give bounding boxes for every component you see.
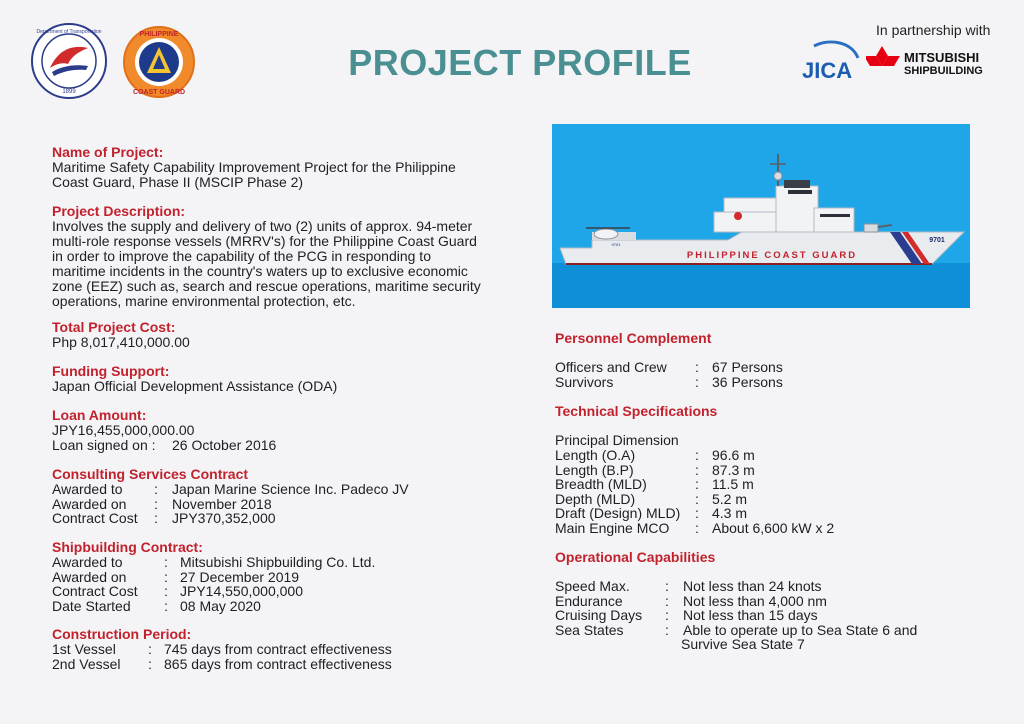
- technical-sep: :: [695, 461, 699, 478]
- technical-row: [555, 506, 834, 521]
- consulting-sep: :: [154, 495, 158, 512]
- mitsubishi-line2: SHIPBUILDING: [904, 65, 983, 77]
- project-description-section: [52, 204, 481, 309]
- technical-row: [555, 477, 834, 492]
- shipbuilding-sep: :: [164, 568, 168, 585]
- technical-value: 87.3 m: [712, 461, 755, 478]
- principal-dimension-label: Principal Dimension: [555, 432, 679, 448]
- technical-section: [555, 404, 834, 536]
- construction-row: [52, 657, 392, 672]
- personnel-value: 36 Persons: [712, 373, 783, 390]
- operational-value: Not less than 4,000 nm: [683, 592, 827, 609]
- construction-label: 2nd Vessel: [52, 655, 121, 672]
- consulting-sep: :: [154, 481, 158, 497]
- loan-signed-label: Loan signed on :: [52, 437, 156, 453]
- technical-label: Length (O.A): [555, 447, 636, 463]
- operational-sep: :: [665, 578, 669, 594]
- consulting-label: Awarded to: [52, 481, 123, 497]
- technical-sep: :: [695, 490, 699, 507]
- technical-row: [555, 448, 834, 463]
- operational-continuation: Survive Sea State 7: [681, 636, 805, 653]
- consulting-row: [52, 511, 409, 526]
- project-description-line: maritime incidents in the country's waters up to exclusive economic: [52, 263, 468, 279]
- operational-label: Speed Max.: [555, 578, 630, 594]
- total-project-cost-value: Php 8,017,410,000.00: [52, 334, 190, 350]
- technical-value: 11.5 m: [712, 476, 754, 493]
- pcg-top-text: PHILIPPINE: [139, 31, 179, 38]
- construction-value: 745 days from contract effectiveness: [164, 641, 392, 657]
- consulting-heading: Consulting Services Contract: [52, 466, 249, 482]
- page-title: PROJECT PROFILE: [348, 42, 692, 83]
- personnel-sep: :: [695, 373, 699, 390]
- construction-heading: Construction Period:: [52, 626, 192, 642]
- shipbuilding-section: [52, 540, 375, 613]
- personnel-heading: Personnel Complement: [555, 330, 712, 346]
- dotr-logo: [30, 22, 108, 100]
- jica-logo: [800, 40, 860, 82]
- shipbuilding-label: Awarded to: [52, 554, 123, 570]
- technical-sep: :: [695, 447, 699, 463]
- operational-value: Not less than 15 days: [683, 607, 818, 624]
- shipbuilding-sep: :: [164, 554, 168, 570]
- project-description-line: multi-role response vessels (MRRV's) for the Philippine Coast Guard: [52, 233, 477, 249]
- consulting-row: [52, 482, 409, 497]
- technical-row: [555, 521, 834, 536]
- personnel-sep: :: [695, 359, 699, 375]
- shipbuilding-row: [52, 584, 375, 599]
- technical-value: 96.6 m: [712, 447, 755, 463]
- loan-signed-value: 26 October 2016: [172, 437, 277, 453]
- personnel-section: [555, 331, 783, 389]
- name-of-project-heading: Name of Project:: [52, 144, 164, 160]
- operational-value: Able to operate up to Sea State 6 and: [683, 621, 918, 638]
- ship-illustration: [552, 124, 970, 308]
- consulting-label: Contract Cost: [52, 510, 138, 527]
- technical-sep: :: [695, 519, 699, 536]
- operational-sep: :: [665, 621, 669, 638]
- project-description-line: operations, marine environmental protection, etc.: [52, 293, 356, 309]
- operational-row: [555, 579, 917, 594]
- consulting-value: November 2018: [172, 495, 272, 512]
- shipbuilding-heading: Shipbuilding Contract:: [52, 539, 203, 555]
- personnel-row: [555, 360, 783, 375]
- helipad-number: 9701: [611, 242, 621, 247]
- consulting-value: Japan Marine Science Inc. Padeco JV: [172, 481, 409, 497]
- loan-amount-heading: Loan Amount:: [52, 407, 147, 423]
- partnership-label: In partnership with: [876, 22, 991, 38]
- mitsubishi-logo: [866, 44, 1002, 78]
- operational-row: [555, 623, 917, 638]
- operational-row: [555, 594, 917, 609]
- technical-sep: :: [695, 476, 699, 493]
- consulting-sep: :: [154, 510, 158, 527]
- dotr-ring-text: Department of Transportation: [36, 29, 102, 35]
- operational-section: [555, 550, 917, 652]
- operational-sep: :: [665, 607, 669, 624]
- project-description-line: zone (EEZ) such as, search and rescue operations, maritime security: [52, 278, 481, 294]
- consulting-label: Awarded on: [52, 495, 127, 512]
- pcg-logo: [122, 25, 196, 99]
- technical-value: 4.3 m: [712, 505, 748, 522]
- technical-sep: :: [695, 505, 699, 522]
- construction-sep: :: [148, 655, 152, 672]
- shipbuilding-row: [52, 570, 375, 585]
- shipbuilding-label: Contract Cost: [52, 583, 138, 600]
- technical-label: Breadth (MLD): [555, 476, 647, 493]
- technical-value: 5.2 m: [712, 490, 748, 507]
- technical-label: Depth (MLD): [555, 490, 636, 507]
- shipbuilding-value: JPY14,550,000,000: [180, 583, 303, 600]
- construction-row: [52, 642, 392, 657]
- shipbuilding-sep: :: [164, 583, 168, 600]
- technical-row: [555, 463, 834, 478]
- shipbuilding-value: 08 May 2020: [180, 597, 261, 614]
- consulting-row: [52, 497, 409, 512]
- shipbuilding-label: Awarded on: [52, 568, 127, 585]
- operational-continuation-row: [555, 637, 917, 652]
- personnel-value: 67 Persons: [712, 359, 783, 375]
- loan-amount-section: [52, 408, 276, 453]
- operational-heading: Operational Capabilities: [555, 549, 716, 565]
- operational-row: [555, 608, 917, 623]
- dotr-year: 1899: [62, 89, 76, 95]
- project-description-line: in order to improve the capability of the PCG in responding to: [52, 248, 431, 264]
- technical-label: Draft (Design) MLD): [555, 505, 681, 522]
- consulting-section: [52, 467, 409, 526]
- project-description-heading: Project Description:: [52, 203, 186, 219]
- total-project-cost-heading: Total Project Cost:: [52, 319, 176, 335]
- personnel-row: [555, 375, 783, 390]
- name-of-project-section: [52, 145, 456, 190]
- construction-sep: :: [148, 641, 152, 657]
- personnel-label: Survivors: [555, 373, 614, 390]
- technical-row: [555, 492, 834, 507]
- construction-label: 1st Vessel: [52, 641, 116, 657]
- personnel-label: Officers and Crew: [555, 359, 667, 375]
- pcg-bottom-text: COAST GUARD: [132, 89, 186, 96]
- hull-text: PHILIPPINE COAST GUARD: [686, 250, 858, 261]
- technical-value: About 6,600 kW x 2: [712, 519, 835, 536]
- consulting-value: JPY370,352,000: [172, 510, 276, 527]
- name-of-project-line: Maritime Safety Capability Improvement Project for the Philippine: [52, 159, 456, 175]
- funding-support-value: Japan Official Development Assistance (ODA): [52, 378, 338, 394]
- shipbuilding-value: Mitsubishi Shipbuilding Co. Ltd.: [180, 554, 376, 570]
- operational-label: Cruising Days: [555, 607, 643, 624]
- mitsubishi-line1: MITSUBISHI: [904, 50, 980, 65]
- loan-signed-row: [52, 438, 276, 453]
- hull-number: 9701: [929, 237, 945, 244]
- technical-label: Main Engine MCO: [555, 519, 670, 536]
- technical-heading: Technical Specifications: [555, 403, 718, 419]
- project-description-line: Involves the supply and delivery of two (2) units of approx. 94-meter: [52, 218, 473, 234]
- construction-section: [52, 627, 392, 671]
- operational-label: Endurance: [555, 592, 623, 609]
- jica-text: JICA: [802, 58, 853, 82]
- shipbuilding-label: Date Started: [52, 597, 131, 614]
- loan-amount-value: JPY16,455,000,000.00: [52, 422, 195, 438]
- technical-label: Length (B.P): [555, 461, 634, 478]
- total-project-cost-section: [52, 320, 190, 350]
- shipbuilding-row: [52, 555, 375, 570]
- operational-value: Not less than 24 knots: [683, 578, 822, 594]
- operational-sep: :: [665, 592, 669, 609]
- construction-value: 865 days from contract effectiveness: [164, 655, 392, 672]
- operational-label: Sea States: [555, 621, 624, 638]
- shipbuilding-sep: :: [164, 597, 168, 614]
- shipbuilding-value: 27 December 2019: [180, 568, 300, 585]
- funding-support-heading: Funding Support:: [52, 363, 170, 379]
- name-of-project-line: Coast Guard, Phase II (MSCIP Phase 2): [52, 174, 304, 190]
- shipbuilding-row: [52, 599, 375, 614]
- funding-support-section: [52, 364, 337, 394]
